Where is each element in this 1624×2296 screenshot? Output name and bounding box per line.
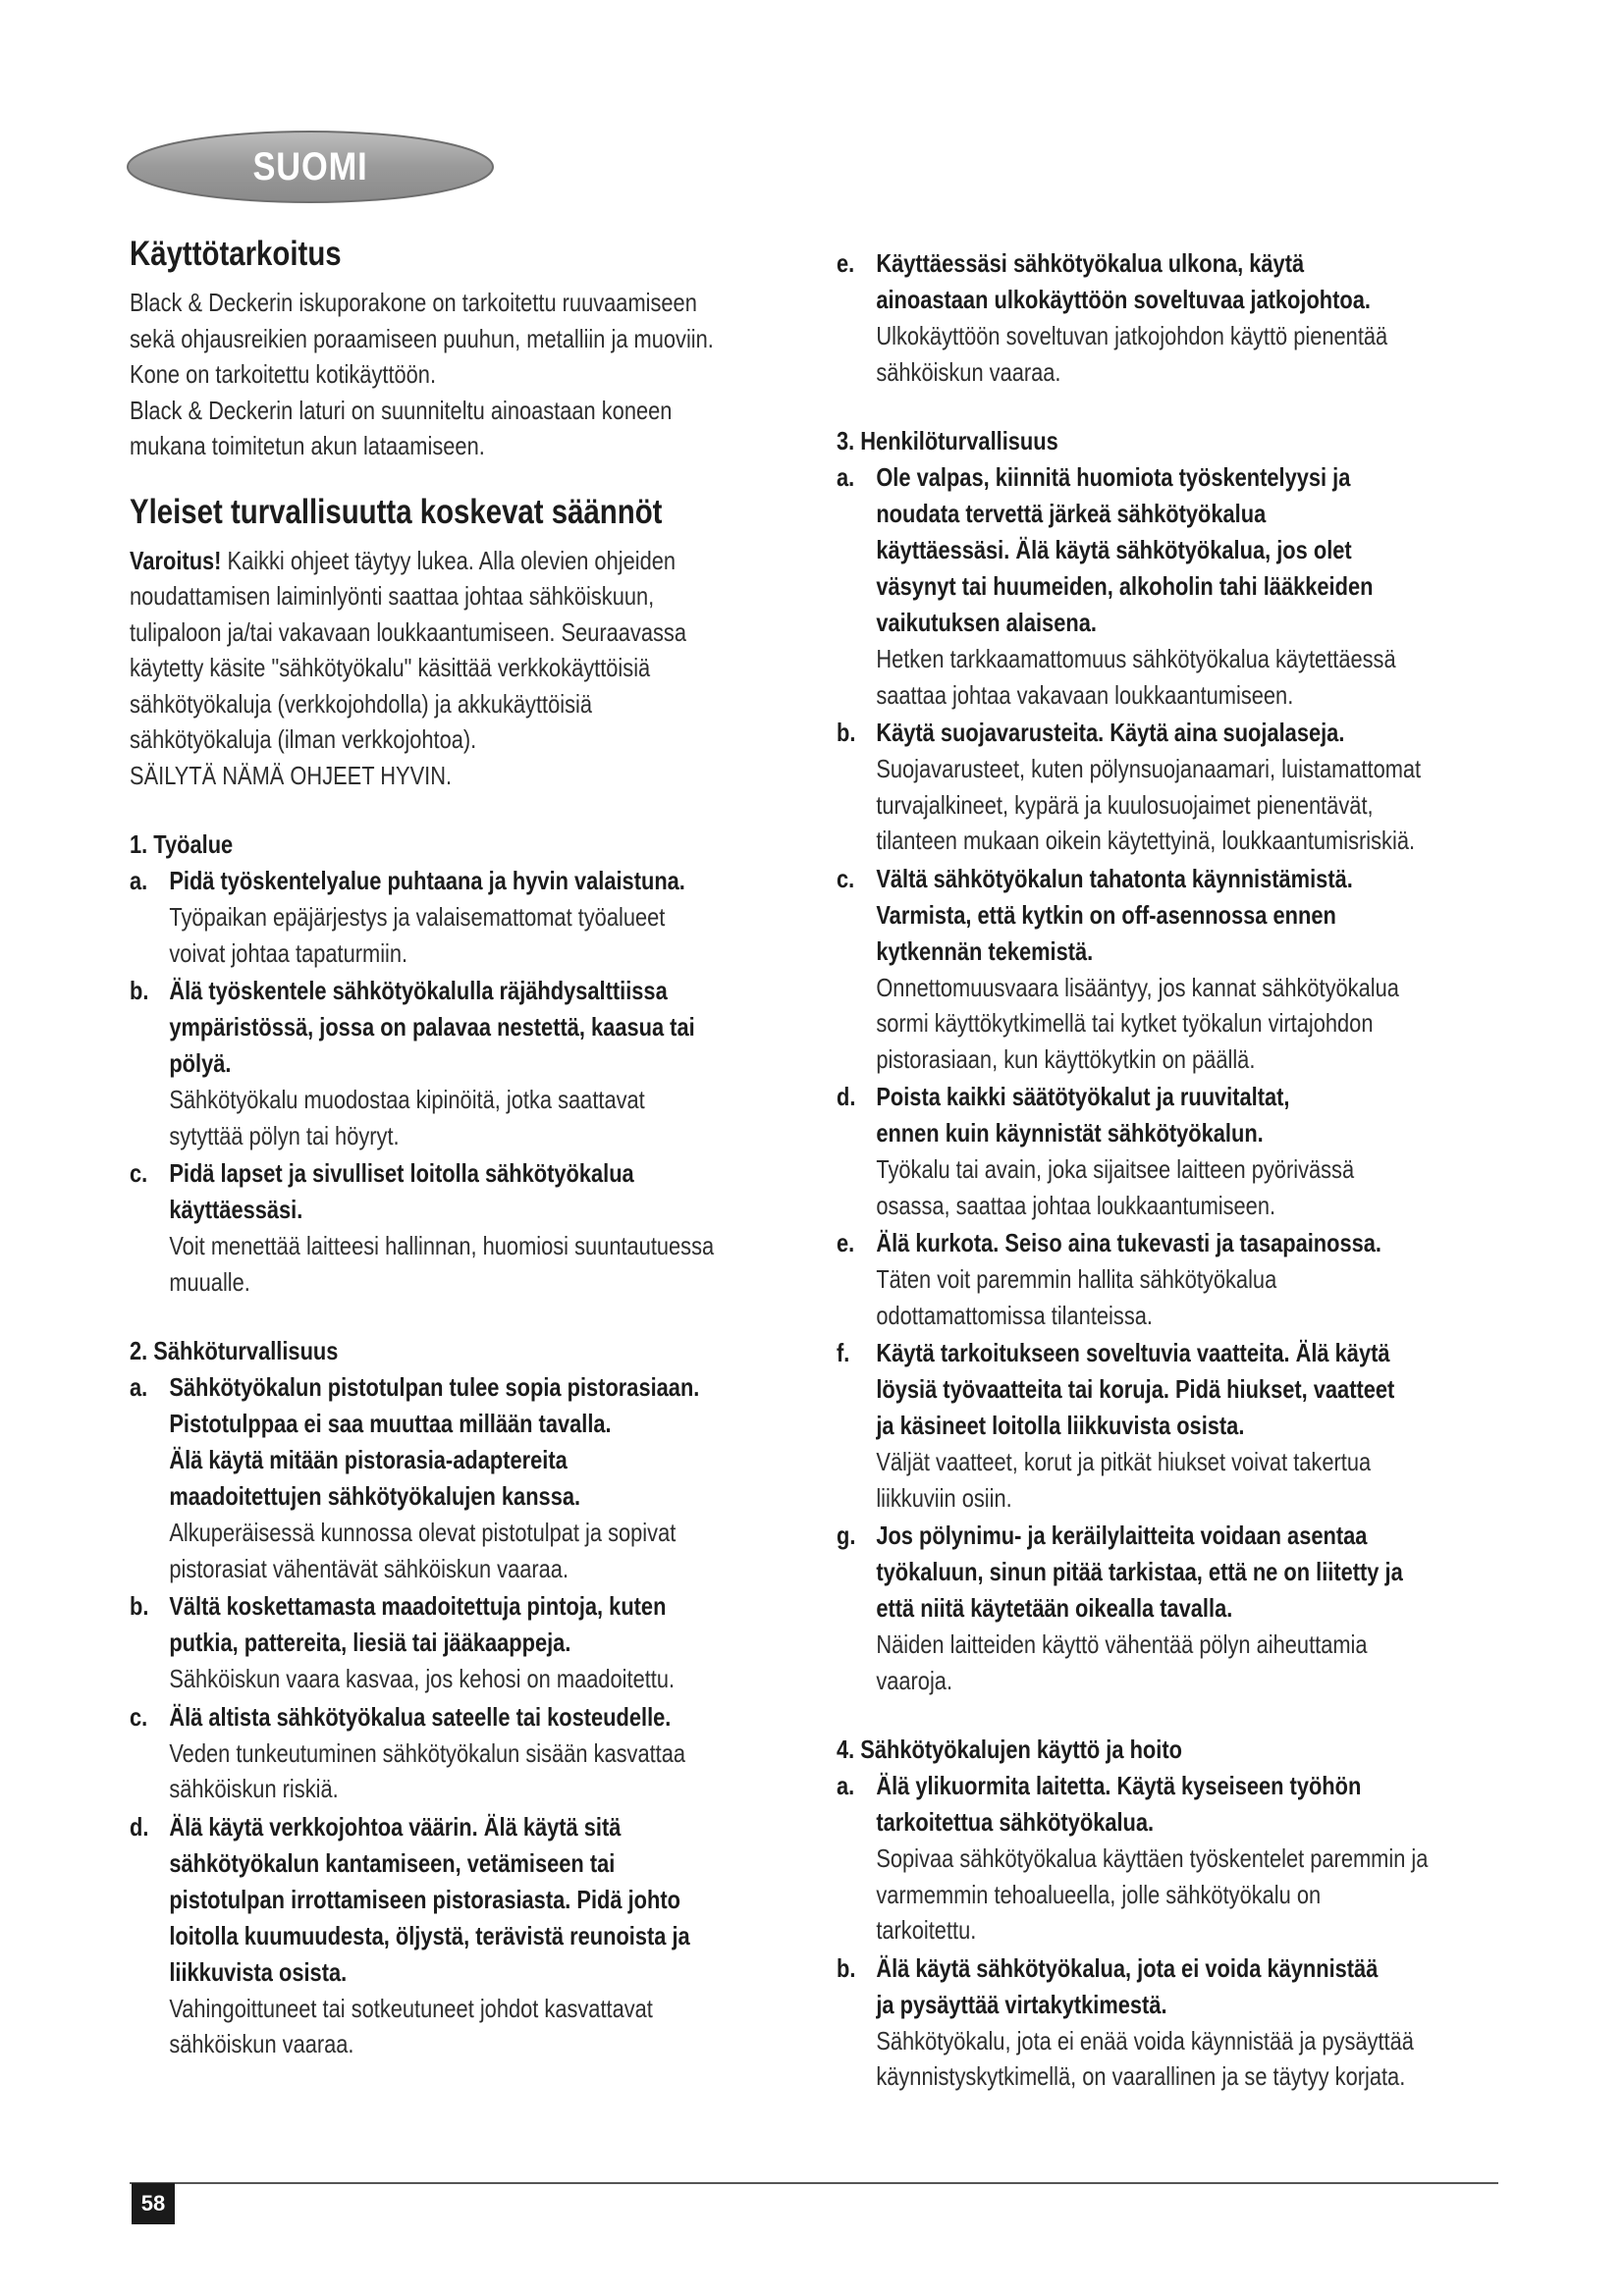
item-bold: Käytä tarkoitukseen soveltuvia vaatteita. Älä käytä bbox=[876, 1338, 1390, 1367]
rule-item bbox=[130, 1588, 807, 1697]
item-bold: työkaluun, sinun pitää tarkistaa, että ne on liitetty ja bbox=[876, 1557, 1403, 1586]
item-bold: vaikutuksen alaisena. bbox=[876, 608, 1097, 637]
general-line: noudattamisen laiminlyönti saattaa johtaa sähköiskuun, bbox=[130, 581, 655, 611]
general-line: SÄILYTÄ NÄMÄ OHJEET HYVIN. bbox=[130, 760, 453, 790]
rule-item bbox=[837, 459, 1514, 713]
item-letter: g. bbox=[837, 1521, 856, 1550]
item-bold: liikkuvista osista. bbox=[169, 1956, 348, 1987]
item-text: sähköiskun vaaraa. bbox=[876, 356, 1061, 387]
item-text: muualle. bbox=[169, 1266, 250, 1297]
item-text: Sopivaa sähkötyökalua käyttäen työskentelet paremmin ja bbox=[876, 1843, 1429, 1873]
language-label: SUOMI bbox=[252, 145, 368, 188]
item-bold: ennen kuin käynnistät sähkötyökalun. bbox=[876, 1118, 1264, 1148]
item-bold: Jos pölynimu- ja keräilylaitteita voidaan asentaa bbox=[876, 1521, 1368, 1550]
item-bold: Poista kaikki säätötyökalut ja ruuvitaltat, bbox=[876, 1082, 1290, 1111]
section-4-heading: 4. Sähkötyökalujen käyttö ja hoito bbox=[837, 1735, 1182, 1764]
intro-line: Black & Deckerin iskuporakone on tarkoitettu ruuvaamiseen bbox=[130, 288, 697, 317]
item-text: Ulkokäyttöön soveltuvan jatkojohdon käyttö pienentää bbox=[876, 321, 1388, 350]
item-letter: c. bbox=[130, 1158, 148, 1188]
item-text: varmemmin tehoalueella, jolle sähkötyökalu on bbox=[876, 1879, 1322, 1909]
item-letter: d. bbox=[837, 1082, 856, 1111]
item-text: vaaroja. bbox=[876, 1665, 953, 1695]
item-text: liikkuviin osiin. bbox=[876, 1482, 1012, 1513]
general-line: käytetty käsite "sähkötyökalu" käsittää verkkokäyttöisiä bbox=[130, 653, 651, 682]
item-letter: c. bbox=[130, 1701, 148, 1732]
item-text: sormi käyttökytkimellä tai kytket työkalun virtajohdon bbox=[876, 1008, 1374, 1038]
item-letter: e. bbox=[837, 1228, 855, 1257]
item-text: tilanteen mukaan oikein käytettyinä, loukkaantumisriskiä. bbox=[876, 826, 1416, 855]
item-bold: pistotulpan irrottamiseen pistorasiasta. Pidä johto bbox=[169, 1884, 680, 1914]
item-bold: ainoastaan ulkokäyttöön soveltuvaa jatkojohtoa. bbox=[876, 285, 1371, 314]
item-text: Väljät vaatteet, korut ja pitkät hiukset voivat takertua bbox=[876, 1447, 1372, 1476]
right-column bbox=[837, 245, 1514, 2095]
rule-item bbox=[130, 973, 807, 1153]
language-badge bbox=[126, 130, 495, 204]
item-bold: Pidä lapset ja sivulliset loitolla sähkötyökalua bbox=[169, 1158, 634, 1188]
item-bold: Älä käytä mitään pistorasia-adaptereita bbox=[169, 1445, 568, 1474]
item-text: Veden tunkeutuminen sähkötyökalun sisään kasvattaa bbox=[169, 1737, 686, 1768]
intro-title: Käyttötarkoitus bbox=[130, 235, 342, 273]
item-text: osassa, saattaa johtaa loukkaantumiseen. bbox=[876, 1190, 1276, 1220]
item-bold: Älä käytä verkkojohtoa väärin. Älä käytä sitä bbox=[169, 1811, 622, 1842]
intro-line: sekä ohjausreikien poraamiseen puuhun, metalliin ja muoviin. bbox=[130, 323, 714, 353]
item-text: Hetken tarkkaamattomuus sähkötyökalua käytettäessä bbox=[876, 644, 1396, 673]
section-2-heading: 2. Sähköturvallisuus bbox=[130, 1336, 339, 1365]
item-letter: a. bbox=[837, 1771, 855, 1800]
intro-line: Kone on tarkoitettu kotikäyttöön. bbox=[130, 359, 437, 389]
rule-item bbox=[837, 715, 1514, 859]
warning-text: Kaikki ohjeet täytyy lukea. Alla olevien ohjeiden bbox=[221, 545, 677, 575]
item-bold: Älä työskentele sähkötyökalulla räjähdysalttiissa bbox=[169, 976, 668, 1005]
item-letter: b. bbox=[130, 1591, 149, 1621]
item-bold: Ole valpas, kiinnitä huomiota työskentelyysi ja bbox=[876, 462, 1351, 492]
general-safety-title: Yleiset turvallisuutta koskevat säännöt bbox=[130, 492, 663, 531]
rule-item bbox=[130, 1369, 807, 1586]
item-text: turvajalkineet, kypärä ja kuulosuojaimet pienentävät, bbox=[876, 789, 1374, 820]
item-text: Työkalu tai avain, joka sijaitsee laitteen pyörivässä bbox=[876, 1154, 1355, 1184]
item-text: sytyttää pölyn tai höyryt. bbox=[169, 1120, 400, 1150]
item-text: Alkuperäisessä kunnossa olevat pistotulpat ja sopivat bbox=[169, 1518, 677, 1547]
item-text: tarkoitettu. bbox=[876, 1915, 977, 1945]
item-letter: e. bbox=[837, 248, 855, 278]
item-text: saattaa johtaa vakavaan loukkaantumiseen. bbox=[876, 679, 1294, 710]
rule-item bbox=[837, 1768, 1514, 1949]
intro-line: Black & Deckerin laturi on suunniteltu ainoastaan koneen bbox=[130, 395, 673, 425]
page-number: 58 bbox=[132, 2183, 175, 2224]
item-text: voivat johtaa tapaturmiin. bbox=[169, 937, 408, 968]
warning-label: Varoitus! bbox=[130, 545, 222, 575]
left-column bbox=[130, 234, 807, 2062]
item-bold: tarkoitettua sähkötyökalua. bbox=[876, 1807, 1155, 1837]
rule-item bbox=[837, 245, 1514, 390]
item-text: Onnettomuusvaara lisääntyy, jos kannat sähkötyökalua bbox=[876, 972, 1399, 1002]
item-letter: a. bbox=[837, 462, 855, 492]
item-bold: että niitä käytetään oikealla tavalla. bbox=[876, 1593, 1233, 1623]
rule-item bbox=[837, 861, 1514, 1078]
item-text: käynnistyskytkimellä, on vaarallinen ja se täytyy korjata. bbox=[876, 2061, 1406, 2091]
item-text: Vahingoittuneet tai sotkeutuneet johdot kasvattavat bbox=[169, 1993, 653, 2023]
warning-line bbox=[130, 543, 807, 579]
item-text: odottamattomissa tilanteissa. bbox=[876, 1300, 1153, 1330]
rule-item bbox=[837, 1079, 1514, 1223]
item-text: Näiden laitteiden käyttö vähentää pölyn aiheuttamia bbox=[876, 1629, 1368, 1659]
rule-item bbox=[837, 1335, 1514, 1516]
item-bold: Älä ylikuormita laitetta. Käytä kyseiseen työhön bbox=[876, 1771, 1362, 1800]
item-bold: sähkötyökalun kantamiseen, vetämiseen tai bbox=[169, 1847, 616, 1878]
item-bold: Älä altista sähkötyökalua sateelle tai kosteudelle. bbox=[169, 1701, 672, 1732]
general-line: sähkötyökaluja (verkkojohdolla) ja akkukäyttöisiä bbox=[130, 688, 593, 719]
item-text: pistorasiaan, kun käyttökytkin on päällä. bbox=[876, 1043, 1256, 1074]
rule-item bbox=[130, 1809, 807, 2062]
rule-item bbox=[837, 1518, 1514, 1698]
item-text: Täten voit paremmin hallita sähkötyökalua bbox=[876, 1264, 1277, 1294]
item-bold: Vältä koskettamasta maadoitettuja pintoja, kuten bbox=[169, 1591, 667, 1621]
item-bold: Käyttäessäsi sähkötyökalua ulkona, käytä bbox=[876, 248, 1305, 278]
rule-item bbox=[837, 1950, 1514, 2095]
item-bold: Älä kurkota. Seiso aina tukevasti ja tasapainossa. bbox=[876, 1228, 1382, 1257]
item-bold: pölyä. bbox=[169, 1048, 232, 1078]
item-bold: putkia, pattereita, liesiä tai jääkaappeja. bbox=[169, 1628, 571, 1657]
item-bold: Käytä suojavarusteita. Käytä aina suojalaseja. bbox=[876, 718, 1345, 747]
item-bold: ja pysäyttää virtakytkimestä. bbox=[876, 1989, 1167, 2019]
item-text: Voit menettää laitteesi hallinnan, huomiosi suuntautuessa bbox=[169, 1231, 715, 1260]
item-bold: Pidä työskentelyalue puhtaana ja hyvin valaistuna. bbox=[169, 866, 685, 895]
item-text: Sähkötyökalu muodostaa kipinöitä, jotka saattavat bbox=[169, 1085, 645, 1114]
item-bold: käyttäessäsi. bbox=[169, 1195, 303, 1224]
item-bold: Pistotulppaa ei saa muuttaa millään tavalla. bbox=[169, 1409, 612, 1438]
section-1-heading: 1. Työalue bbox=[130, 829, 234, 859]
item-bold: löysiä työvaatteita tai koruja. Pidä hiukset, vaatteet bbox=[876, 1374, 1395, 1404]
item-bold: Älä käytä sähkötyökalua, jota ei voida käynnistää bbox=[876, 1952, 1379, 1983]
item-bold: käyttäessäsi. Älä käytä sähkötyökalua, jos olet bbox=[876, 535, 1352, 564]
item-text: Suojavarusteet, kuten pölynsuojanaamari, luistamattomat bbox=[876, 754, 1422, 783]
item-bold: Sähkötyökalun pistotulpan tulee sopia pistorasiaan. bbox=[169, 1372, 700, 1402]
item-text: Työpaikan epäjärjestys ja valaisemattomat työalueet bbox=[169, 902, 666, 932]
item-text: Sähkötyökalu, jota ei enää voida käynnistää ja pysäyttää bbox=[876, 2025, 1414, 2056]
item-bold: ja käsineet loitolla liikkuvista osista. bbox=[876, 1411, 1245, 1440]
item-bold: maadoitettujen sähkötyökalujen kanssa. bbox=[169, 1481, 581, 1511]
item-bold: Vältä sähkötyökalun tahatonta käynnistämistä. bbox=[876, 863, 1353, 893]
intro-line: mukana toimitetun akun lataamiseen. bbox=[130, 431, 485, 460]
item-bold: loitolla kuumuudesta, öljystä, terävistä reunoista ja bbox=[169, 1920, 690, 1950]
item-letter: b. bbox=[837, 1952, 856, 1983]
item-letter: a. bbox=[130, 866, 148, 895]
footer-divider bbox=[130, 2182, 1498, 2184]
item-text: pistorasiat vähentävät sähköiskun vaaraa. bbox=[169, 1553, 569, 1583]
rule-item bbox=[130, 1699, 807, 1807]
item-bold: Varmista, että kytkin on off-asennossa ennen bbox=[876, 899, 1336, 930]
item-letter: d. bbox=[130, 1811, 149, 1842]
item-letter: b. bbox=[130, 976, 149, 1005]
rule-item bbox=[130, 1155, 807, 1300]
rule-item bbox=[130, 863, 807, 971]
general-line: tulipaloon ja/tai vakavaan loukkaantumiseen. Seuraavassa bbox=[130, 616, 686, 647]
item-bold: noudata tervettä järkeä sähkötyökalua bbox=[876, 499, 1267, 528]
item-letter: a. bbox=[130, 1372, 148, 1402]
general-line: sähkötyökaluja (ilman verkkojohtoa). bbox=[130, 724, 477, 754]
item-text: sähköiskun vaaraa. bbox=[169, 2029, 354, 2058]
item-letter: b. bbox=[837, 718, 856, 747]
item-bold: väsynyt tai huumeiden, alkoholin tahi lääkkeiden bbox=[876, 571, 1374, 601]
section-3-heading: 3. Henkilöturvallisuus bbox=[837, 426, 1058, 455]
item-letter: f. bbox=[837, 1338, 850, 1367]
item-text: Sähköiskun vaara kasvaa, jos kehosi on maadoitettu. bbox=[169, 1664, 676, 1693]
item-bold: ympäristössä, jossa on palavaa nestettä, kaasua tai bbox=[169, 1012, 695, 1041]
item-text: sähköiskun riskiä. bbox=[169, 1774, 339, 1803]
item-bold: kytkennän tekemistä. bbox=[876, 935, 1094, 966]
item-letter: c. bbox=[837, 863, 855, 893]
rule-item bbox=[837, 1225, 1514, 1333]
